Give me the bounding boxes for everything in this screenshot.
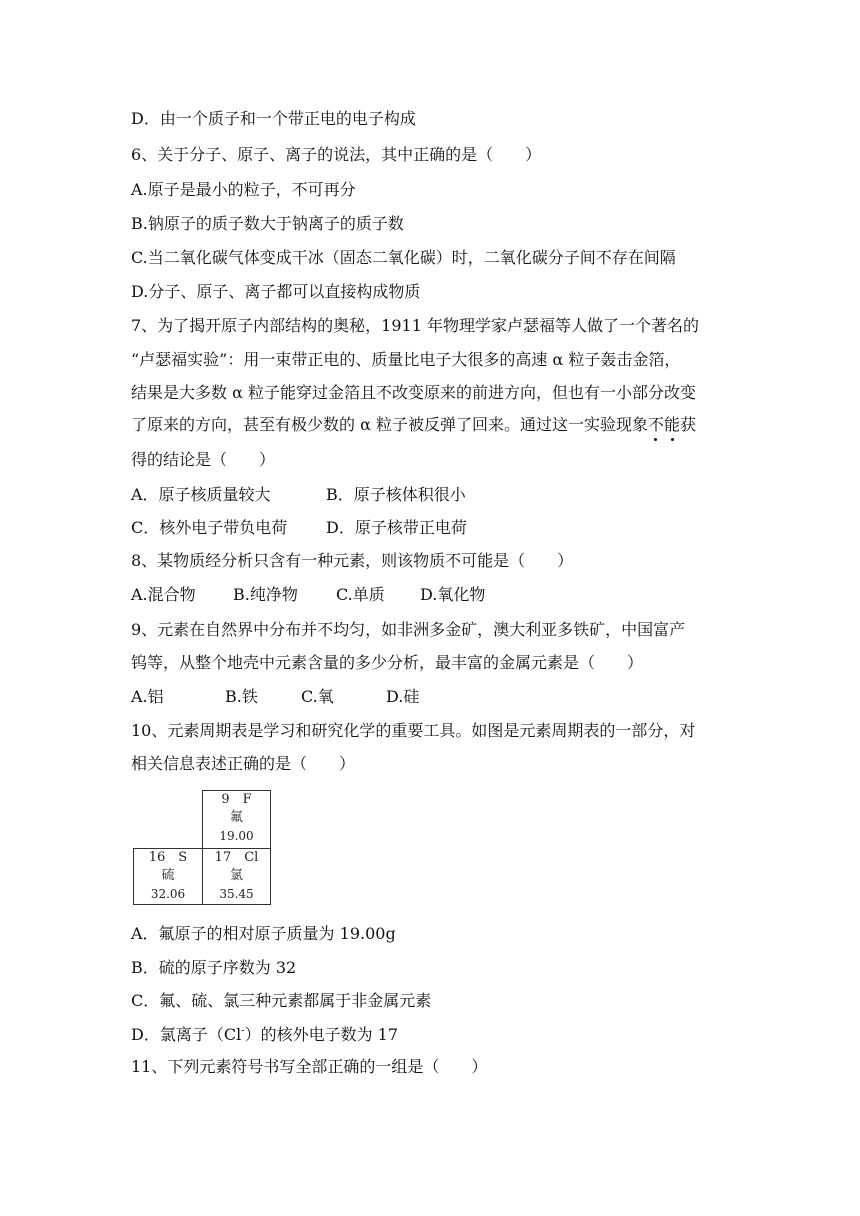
q10-option-a: A．氟原子的相对原子质量为 19.00g: [131, 924, 396, 943]
q7-option-a: A．原子核质量较大: [131, 485, 271, 504]
q10-option-d: [131, 1024, 398, 1046]
q9-option-b: B.铁: [225, 687, 258, 706]
element-mass: 35.45: [219, 887, 254, 901]
q10-option-c: C．氟、硫、氯三种元素都属于非金属元素: [131, 991, 432, 1010]
q10-stem-line-2: 相关信息表述正确的是（ ）: [131, 754, 356, 773]
q7-option-c: C．核外电子带负电荷: [131, 518, 288, 537]
element-cell-sulfur: [133, 848, 203, 905]
q9-option-a: A.铝: [131, 687, 164, 706]
q9-stem-line-1: 9、元素在自然界中分布并不均匀，如非洲多金矿，澳大利亚多铁矿，中国富产: [131, 620, 686, 639]
element-mass: 19.00: [219, 829, 254, 843]
q8-option-a: A.混合物: [131, 585, 196, 604]
element-number-symbol: 17 Cl: [214, 850, 259, 865]
q8-option-d: D.氧化物: [420, 585, 486, 604]
q7-stem-line-5: 得的结论是（ ）: [131, 450, 276, 469]
q7-stem-text: 了原来的方向，甚至有极少数的 α 粒子被反弹了回来。通过这一实验现象: [131, 415, 648, 434]
element-cell-chlorine: [202, 848, 271, 905]
element-name: 硫: [161, 868, 175, 883]
q7-option-b: B．原子核体积很小: [326, 485, 466, 504]
q8-stem: 8、某物质经分析只含有一种元素，则该物质不可能是（ ）: [131, 551, 574, 570]
q8-option-b: B.纯净物: [233, 585, 298, 604]
q6-option-c: C.当二氧化碳气体变成干冰（固态二氧化碳）时，二氧化碳分子间不存在间隔: [131, 248, 676, 267]
q6-option-d: D.分子、原子、离子都可以直接构成物质: [131, 282, 421, 301]
q11-stem: 11、下列元素符号书写全部正确的一组是（ ）: [131, 1057, 488, 1076]
element-number-symbol: 9 F: [221, 792, 252, 807]
emphasis-char-1: 不: [647, 415, 664, 434]
element-name: 氯: [229, 868, 243, 883]
q8-option-c: C.单质: [336, 585, 385, 604]
q7-stem-line-3: 结果是大多数 α 粒子能穿过金箔且不改变原来的前进方向，但也有一小部分改变: [131, 383, 696, 402]
q10-stem-line-1: 10、元素周期表是学习和研究化学的重要工具。如图是元素周期表的一部分，对: [131, 721, 696, 740]
element-number-symbol: 16 S: [148, 850, 188, 865]
q10-option-b: B．硫的原子序数为 32: [131, 958, 297, 977]
q5-option-d: D．由一个质子和一个带正电的电子构成: [131, 109, 416, 128]
q9-option-d: D.硅: [386, 687, 420, 706]
q7-stem-line-1: 7、为了揭开原子内部结构的奥秘，1911 年物理学家卢瑟福等人做了一个著名的: [131, 316, 699, 335]
emphasis-char-2: 能: [664, 415, 681, 434]
element-name: 氟: [229, 810, 243, 825]
element-cell-fluorine: [202, 790, 271, 849]
q6-option-b: B.钠原子的质子数大于钠离子的质子数: [131, 214, 404, 233]
q7-option-d: D．原子核带正电荷: [326, 518, 467, 537]
q9-option-c: C.氧: [301, 687, 334, 706]
chloride-charge-superscript: -: [241, 1025, 245, 1037]
q6-stem: 6、关于分子、原子、离子的说法，其中正确的是（ ）: [131, 145, 542, 164]
q7-stem-line-4: [131, 414, 696, 436]
q7-stem-tail: 获: [680, 415, 697, 434]
q9-stem-line-2: 钨等，从整个地壳中元素含量的多少分析，最丰富的金属元素是（ ）: [131, 653, 644, 672]
q10-option-d-text: D．氯离子（Cl: [131, 1025, 242, 1044]
element-mass: 32.06: [150, 887, 186, 901]
q6-option-a: A.原子是最小的粒子，不可再分: [131, 180, 356, 199]
q7-stem-line-2: “卢瑟福实验”：用一束带正电的、质量比电子大很多的高速 α 粒子轰击金箔，: [131, 350, 681, 369]
q10-option-d-tail: ）的核外电子数为 17: [244, 1025, 399, 1044]
